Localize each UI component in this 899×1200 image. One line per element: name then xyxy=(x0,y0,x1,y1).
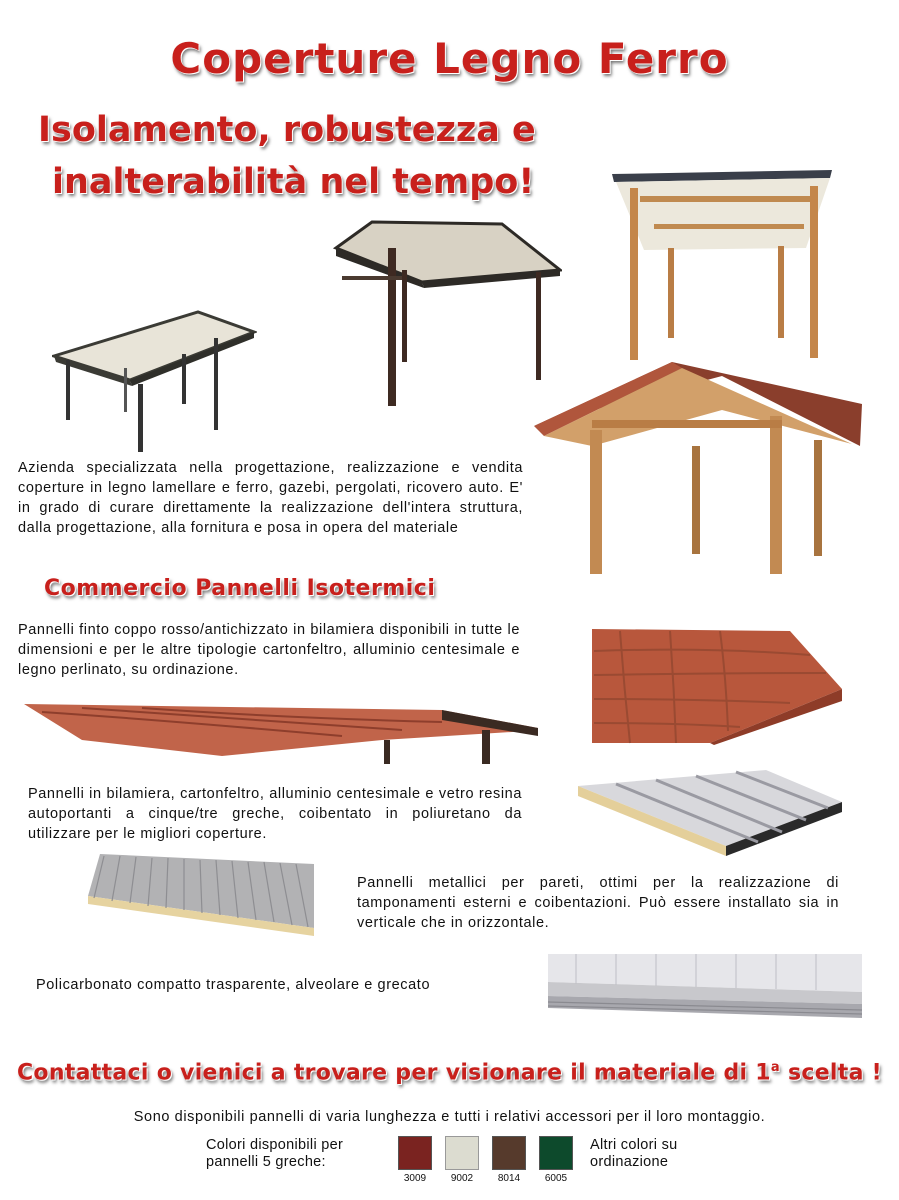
product-description-bilamiera: Pannelli in bilamiera, cartonfeltro, alluminio centesimale e vetro resina autoportanti a cinque/tre greche, coibentato in poliuretano da utilizzare per le migliori coperture. xyxy=(28,786,522,842)
color-swatch-6005 xyxy=(539,1136,573,1184)
product-description-wall-panels: Pannelli metallici per pareti, ottimi per la realizzazione di tamponamenti esterni e coibentazioni. Può essere installato sia in verticale che in orizzontale. xyxy=(357,875,839,931)
swatch-code: 8014 xyxy=(497,1173,521,1184)
color-swatch-9002 xyxy=(445,1136,479,1184)
grecato-panel-photo xyxy=(576,768,844,858)
call-to-action xyxy=(0,1060,899,1085)
polycarbonate-sheets-photo xyxy=(546,952,864,1020)
wood-gazebo-photo xyxy=(532,360,864,578)
swatch-code: 9002 xyxy=(450,1173,474,1184)
colors-label xyxy=(206,1137,343,1171)
color-swatch-8014 xyxy=(492,1136,526,1184)
slogan-line-2: inalterabilità nel tempo! xyxy=(52,162,535,202)
swatch-fill xyxy=(539,1136,573,1170)
swatch-code: 6005 xyxy=(544,1173,568,1184)
cta-text-end: scelta ! xyxy=(780,1060,883,1086)
intro-paragraph: Azienda specializzata nella progettazione, realizzazione e vendita coperture in legno lamellare e ferro, gazebi, pergolati, ricovero auto. E' in grado di curare direttamente la realizzazione dell'intera struttura, dalla progettazione, alla fornitura e posa in opera del materiale xyxy=(18,460,523,536)
metal-carport-photo xyxy=(52,308,257,453)
coppo-panel-photo xyxy=(590,627,843,745)
other-colors-line-2: ordinazione xyxy=(590,1154,669,1170)
other-colors-note xyxy=(590,1137,678,1171)
availability-note: Sono disponibili pannelli di varia lunghezza e tutti i relativi accessori per il loro montaggio. xyxy=(133,1109,766,1125)
dark-canopy-photo xyxy=(332,218,562,408)
cta-text: Contattaci o vienici a trovare per visionare il materiale di 1 xyxy=(16,1060,771,1086)
swatch-fill xyxy=(398,1136,432,1170)
swatch-fill xyxy=(492,1136,526,1170)
colors-label-line-2: pannelli 5 greche: xyxy=(206,1154,326,1170)
wall-panel-photo xyxy=(86,852,318,936)
product-description-polycarbonate: Policarbonato compatto trasparente, alveolare e grecato xyxy=(36,977,431,993)
cta-superscript: a xyxy=(770,1060,780,1075)
color-swatch-3009 xyxy=(398,1136,432,1184)
page-title: Coperture Legno Ferro xyxy=(170,34,729,83)
colors-label-line-1: Colori disponibili per xyxy=(206,1137,344,1153)
other-colors-line-1: Altri colori su xyxy=(590,1137,678,1153)
swatch-code: 3009 xyxy=(403,1173,427,1184)
coppo-roof-photo xyxy=(22,700,540,765)
wood-pergola-photo xyxy=(610,168,835,363)
product-description-coppo: Pannelli finto coppo rosso/antichizzato in bilamiera disponibili in tutte le dimensioni e per le altre tipologie cartonfeltro, alluminio centesimale e legno perlinato, su ordinazione. xyxy=(18,622,520,678)
slogan-line-1: Isolamento, robustezza e xyxy=(38,110,536,150)
section-heading-panels: Commercio Pannelli Isotermici xyxy=(44,576,436,601)
swatch-fill xyxy=(445,1136,479,1170)
